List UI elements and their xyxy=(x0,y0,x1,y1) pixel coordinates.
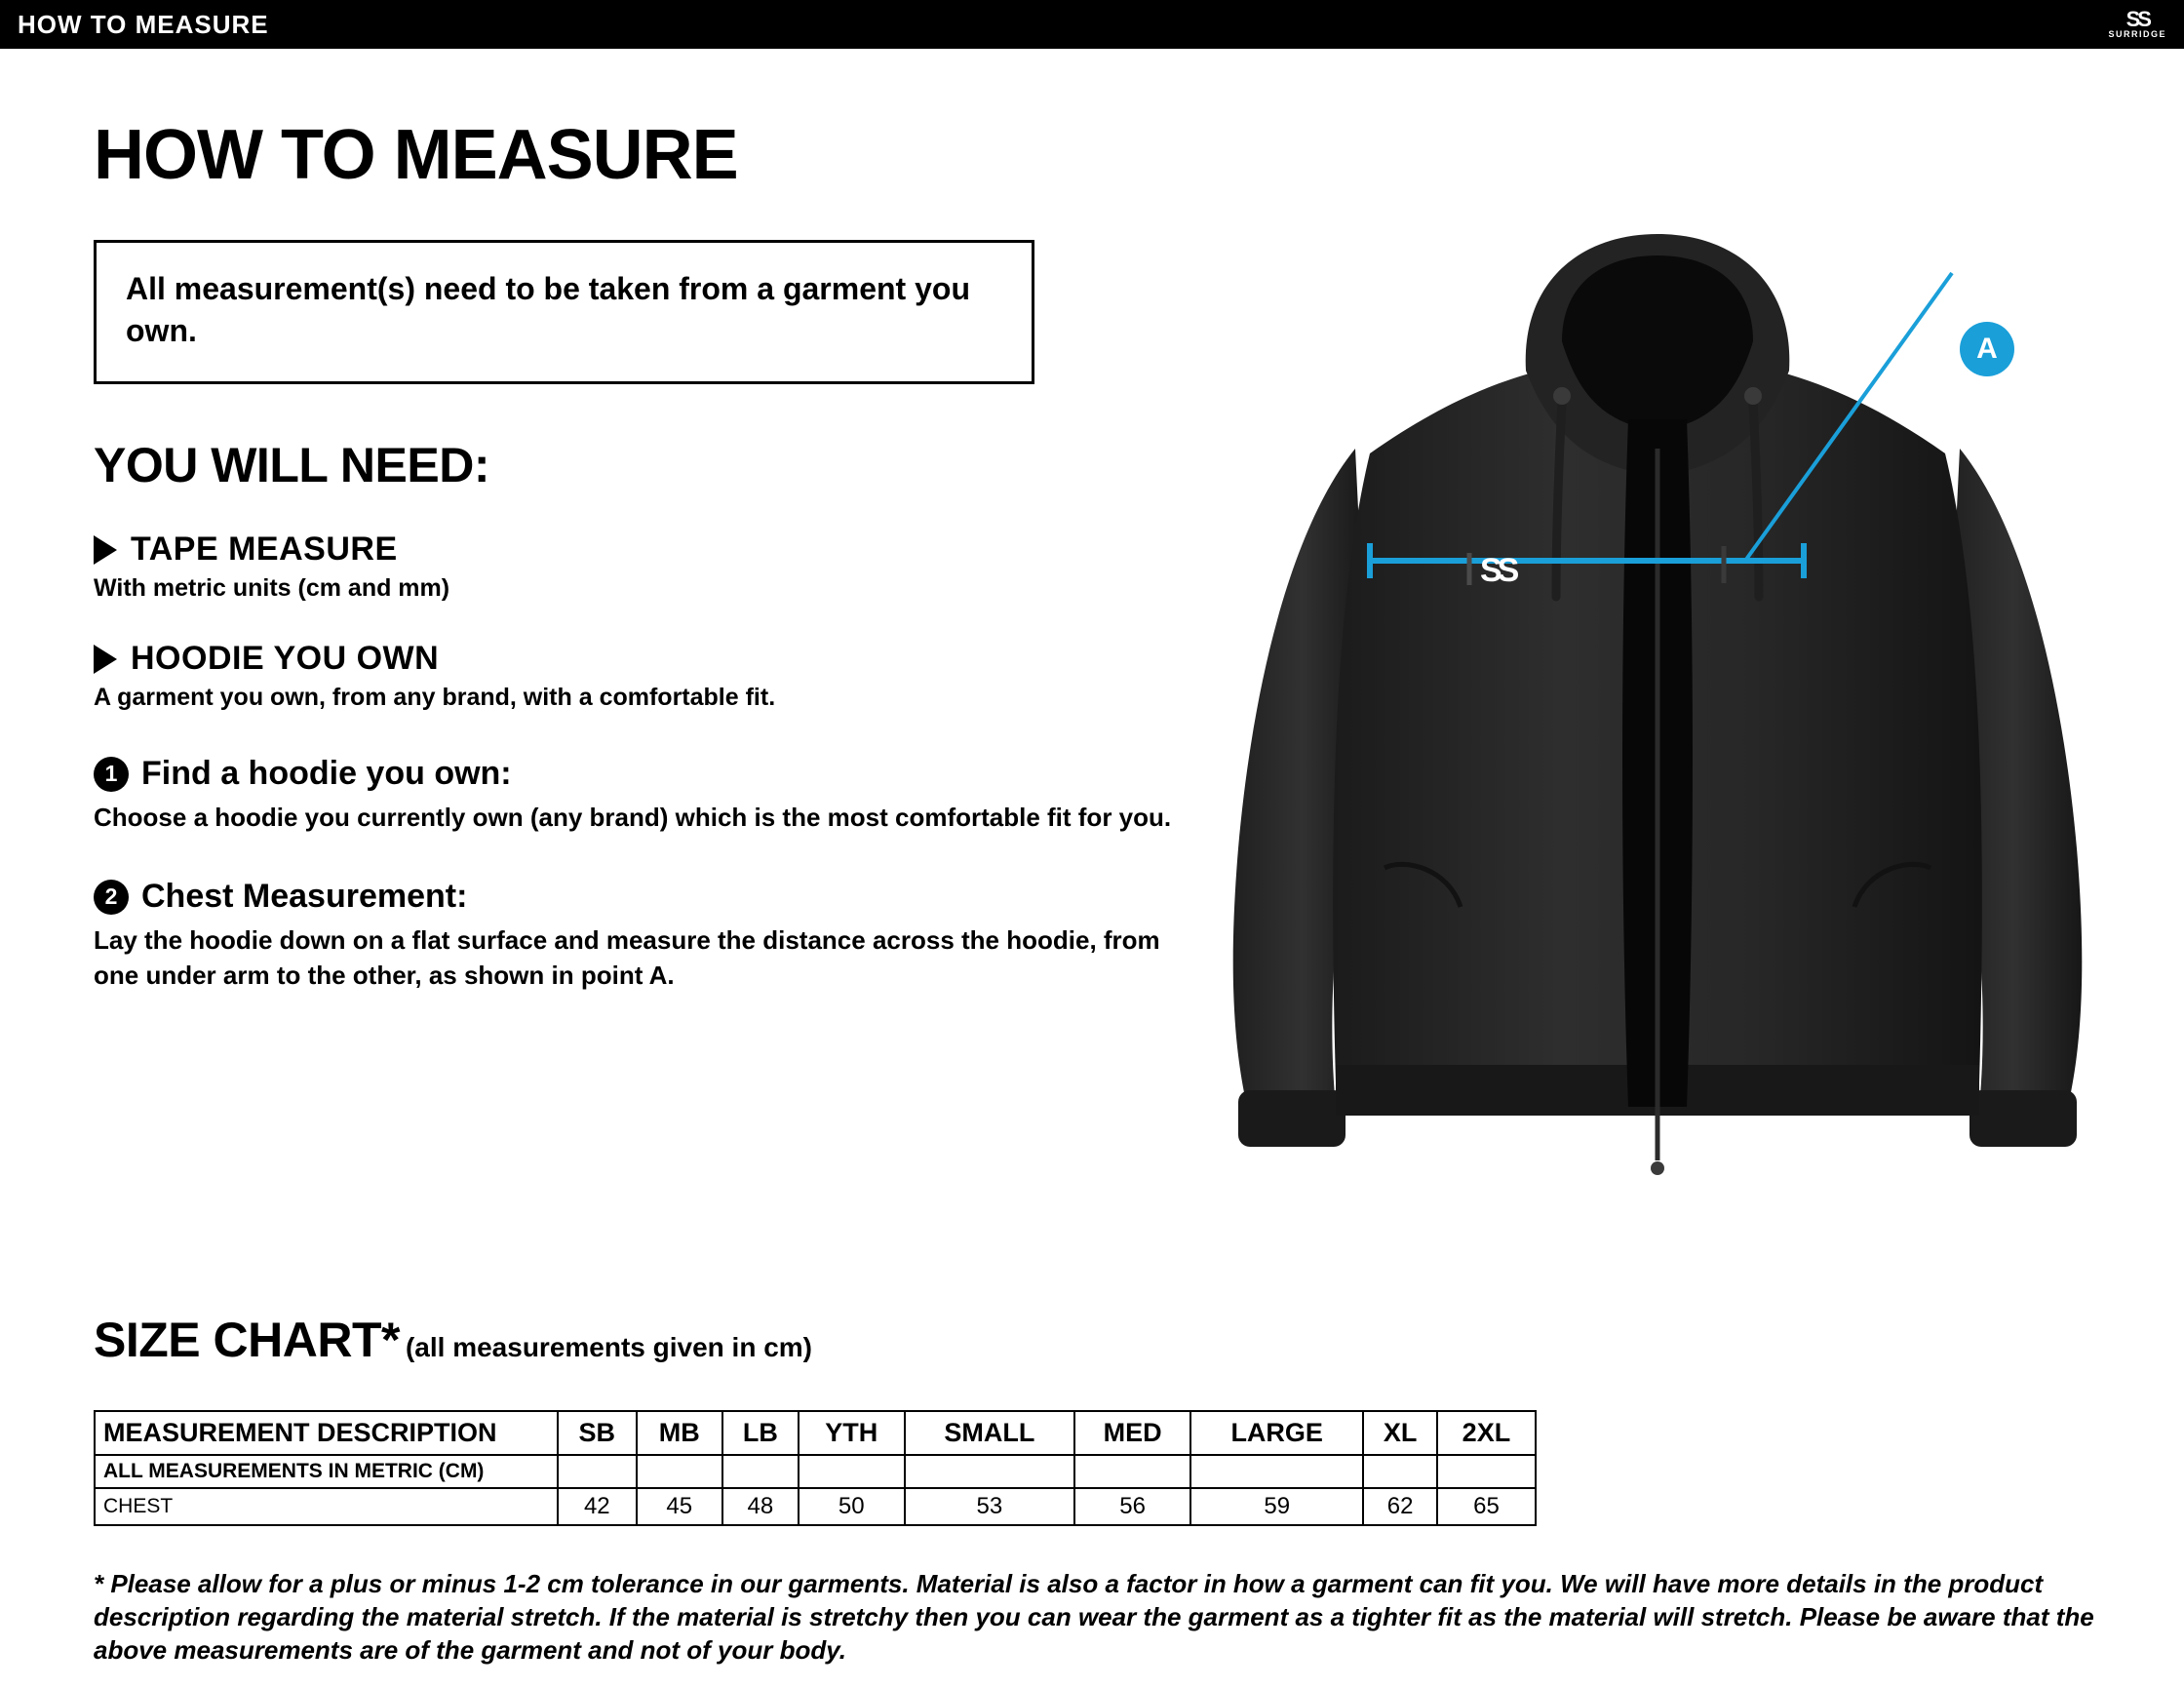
table-row xyxy=(95,1488,1536,1525)
content-column xyxy=(94,115,1176,993)
step-number-badge: 2 xyxy=(94,880,129,915)
need-sub-text: With metric units (cm and mm) xyxy=(94,574,450,603)
footnote-text: * Please allow for a plus or minus 1-2 cm tolerance in our garments. Material is also a factor in how a garment can fit you. We will have more details in the product description regarding the material stretch. If the material is stretchy then you can wear the garment as a tighter fit as the material will stretch. Please be aware that the above measurements are of the garment and not of your body. xyxy=(94,1569,2094,1665)
need-sub-text: A garment you own, from any brand, with a comfortable fit. xyxy=(94,684,776,712)
hoodie-illustration xyxy=(1199,224,2116,1297)
hoodie-svg xyxy=(1199,224,2116,1297)
need-label: HOODIE YOU OWN xyxy=(131,640,440,678)
step-body: Lay the hoodie down on a flat surface and measure the distance across the hoodie, from one under arm to the other, as shown in point A. xyxy=(94,925,1160,990)
notice-box xyxy=(94,240,1034,384)
cell-chest-lb: 48 xyxy=(722,1488,799,1525)
column-header-med: MED xyxy=(1074,1411,1190,1455)
triangle-bullet-icon xyxy=(94,535,117,565)
triangle-bullet-icon xyxy=(94,645,117,674)
step-number-badge: 1 xyxy=(94,757,129,792)
column-header-xl: XL xyxy=(1363,1411,1437,1455)
column-header-lb: LB xyxy=(722,1411,799,1455)
step-title: Chest Measurement: xyxy=(141,878,468,916)
cell-chest-yth: 50 xyxy=(799,1488,905,1525)
step-head xyxy=(94,878,1176,916)
cell-chest-large: 59 xyxy=(1190,1488,1363,1525)
need-label: TAPE MEASURE xyxy=(131,530,398,569)
column-header-description: MEASUREMENT DESCRIPTION xyxy=(95,1411,558,1455)
cell-chest-med: 56 xyxy=(1074,1488,1190,1525)
need-head xyxy=(94,640,1176,678)
empty-cell xyxy=(905,1455,1075,1488)
page-title: HOW TO MEASURE xyxy=(94,116,738,194)
size-chart-table xyxy=(94,1410,1537,1526)
step-head xyxy=(94,755,1176,793)
left-cuff xyxy=(1238,1090,1346,1147)
metric-units-label: ALL MEASUREMENTS IN METRIC (CM) xyxy=(95,1455,558,1488)
table-row xyxy=(95,1455,1536,1488)
empty-cell xyxy=(1363,1455,1437,1488)
need-head xyxy=(94,530,1176,569)
cell-chest-sb: 42 xyxy=(558,1488,637,1525)
empty-cell xyxy=(722,1455,799,1488)
column-header-2xl: 2XL xyxy=(1437,1411,1536,1455)
step-body: Choose a hoodie you currently own (any brand) which is the most comfortable fit for you. xyxy=(94,803,1172,833)
empty-cell xyxy=(637,1455,722,1488)
need-item-hoodie xyxy=(94,640,1176,712)
hoodie-chest-logo-icon: SS xyxy=(1480,552,1515,589)
top-bar-title: HOW TO MEASURE xyxy=(18,9,269,39)
brand-name: SURRIDGE xyxy=(2108,28,2166,39)
table-header-row xyxy=(95,1411,1536,1455)
left-eyelet xyxy=(1553,387,1571,405)
column-header-mb: MB xyxy=(637,1411,722,1455)
notice-text: All measurement(s) need to be taken from a garment you own. xyxy=(126,271,970,349)
callout-badge-a: A xyxy=(1960,322,2014,376)
top-bar xyxy=(0,0,2184,49)
need-item-tape-measure xyxy=(94,530,1176,603)
step-title: Find a hoodie you own: xyxy=(141,755,512,793)
brand-mark-icon: SS xyxy=(2126,7,2149,32)
empty-cell xyxy=(1190,1455,1363,1488)
zipper-pull xyxy=(1651,1161,1664,1175)
size-chart-heading xyxy=(94,1312,812,1368)
brand-logo xyxy=(2108,7,2184,39)
column-header-sb: SB xyxy=(558,1411,637,1455)
step-1 xyxy=(94,755,1176,835)
step-2 xyxy=(94,878,1176,992)
cell-chest-small: 53 xyxy=(905,1488,1075,1525)
right-eyelet xyxy=(1744,387,1762,405)
column-header-large: LARGE xyxy=(1190,1411,1363,1455)
size-chart-title: SIZE CHART* xyxy=(94,1313,400,1367)
you-will-need-heading: YOU WILL NEED: xyxy=(94,438,489,493)
column-header-yth: YTH xyxy=(799,1411,905,1455)
empty-cell xyxy=(1074,1455,1190,1488)
column-header-small: SMALL xyxy=(905,1411,1075,1455)
cell-chest-xl: 62 xyxy=(1363,1488,1437,1525)
size-chart-subtitle: (all measurements given in cm) xyxy=(405,1332,813,1362)
empty-cell xyxy=(558,1455,637,1488)
empty-cell xyxy=(1437,1455,1536,1488)
cell-chest-mb: 45 xyxy=(637,1488,722,1525)
right-cuff xyxy=(1970,1090,2077,1147)
cell-chest-2xl: 65 xyxy=(1437,1488,1536,1525)
row-label-chest: CHEST xyxy=(95,1488,558,1525)
empty-cell xyxy=(799,1455,905,1488)
